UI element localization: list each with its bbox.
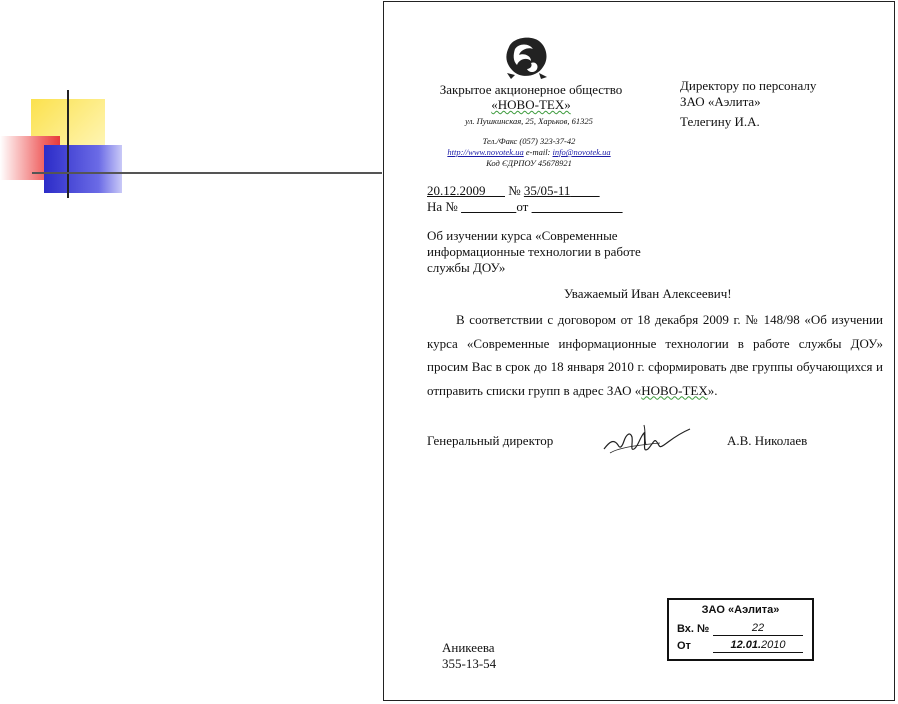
addressee-position: Директору по персоналу [680, 78, 817, 93]
letter-body [427, 308, 883, 402]
company-address: ул. Пушкинская, 25, Харьков, 61325 [465, 116, 593, 126]
body-company-name: НОВО-ТЕХ [641, 382, 708, 398]
stamp-title: ЗАО «Аэлита» [701, 604, 780, 616]
decor-blue-square [44, 145, 122, 193]
outgoing-reference [427, 183, 600, 199]
company-code: Код ЄДРПОУ 45678921 [486, 158, 572, 168]
stamp-date [713, 639, 803, 653]
outgoing-number: 35/05-11 [523, 183, 571, 198]
subject-line1: Об изучении курса «Современные [427, 228, 618, 243]
letter-page [383, 1, 895, 701]
stamp-in-label: Вх. № [677, 623, 710, 635]
company-contacts [419, 147, 639, 157]
registration-stamp [667, 598, 814, 661]
addressee-company: ЗАО «Аэлита» [680, 94, 761, 109]
executor-phone: 355-13-54 [442, 656, 497, 671]
addressee-name: Телегину И.А. [680, 114, 760, 129]
stamp-from-label: От [677, 640, 691, 652]
signature-position: Генеральный директор [427, 433, 554, 448]
letter-subject [427, 228, 641, 276]
signatory-name: А.В. Николаев [727, 433, 808, 448]
email-label: e-mail: [525, 147, 551, 157]
outgoing-date: 20.12.2009 [427, 183, 486, 198]
outgoing-number-label: № [508, 183, 521, 198]
reply-from-label: от [516, 199, 529, 214]
company-name-quoted: «НОВО-ТЕХ» [491, 97, 571, 112]
executor-name: Аникеева [442, 640, 495, 655]
company-name-line2 [416, 97, 646, 112]
reply-reference [427, 199, 623, 215]
body-text-main: В соответствии с договором от 18 декабря 2009 г. № 148/98 «Об изучении курса «Современные информационные технологии в работе службы ДОУ» просим Вас в срок до 18 января 2010 г. сформировать две группы обучающихся и отправить списки групп в адрес ЗАО « [427, 312, 883, 398]
decor-vertical-line [67, 90, 69, 198]
stamp-date-year: 2010 [761, 639, 786, 651]
company-website-link[interactable]: http://www.novotek.ua [447, 147, 524, 157]
body-text-end: ». [707, 382, 718, 398]
subject-line2: информационные технологии в работе [427, 244, 641, 259]
subject-line3: службы ДОУ» [427, 260, 506, 275]
company-email-link[interactable]: info@novotek.ua [552, 147, 611, 157]
stamp-date-day: 12.01. [730, 639, 762, 651]
decor-horizontal-line [32, 172, 382, 174]
company-phone: Тел./Факс (057) 323-37-42 [482, 136, 576, 146]
handwritten-signature [600, 419, 696, 459]
company-logo-icon [501, 35, 551, 81]
stamp-in-number: 22 [713, 622, 803, 636]
reply-label: На № [427, 199, 458, 214]
company-name-line1: Закрытое акционерное общество [439, 82, 623, 97]
salutation: Уважаемый Иван Алексеевич! [564, 286, 732, 301]
